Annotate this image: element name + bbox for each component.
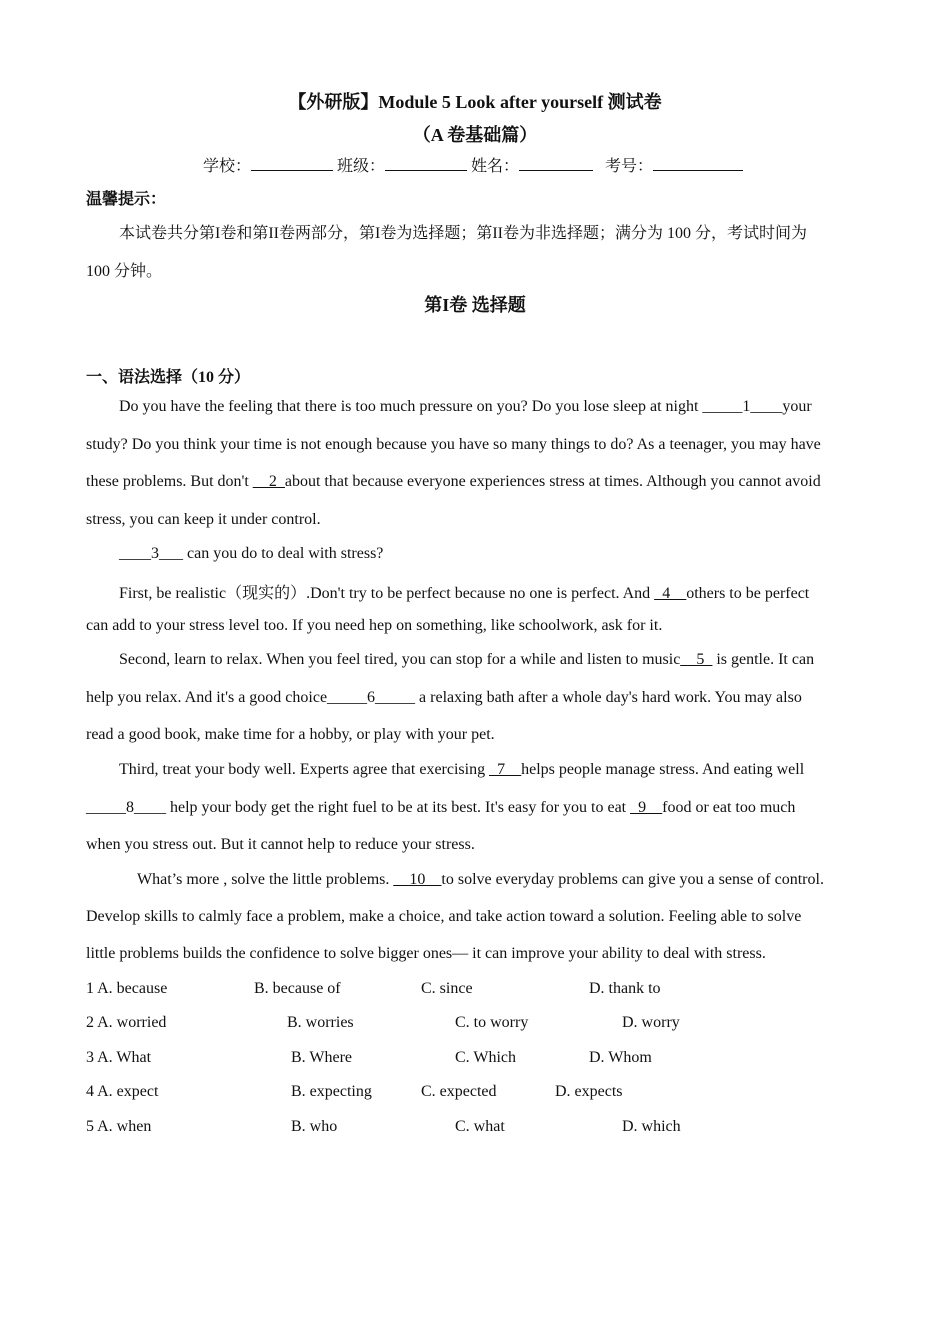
option-d[interactable]: D. thank to [589,980,661,997]
exam-no-blank[interactable] [653,156,743,171]
option-b[interactable]: B. worries [287,1014,354,1031]
option-a[interactable]: 3 A. What [86,1049,152,1066]
passage-line: Do you have the feeling that there is too much pressure on you? Do you lose sleep at night _____1____your [119,398,812,415]
exam-no-label: 考号： [605,158,654,175]
option-c[interactable]: C. expected [421,1083,497,1100]
notice-label: 温馨提示： [86,191,167,208]
section-heading: 第I卷 选择题 [424,295,526,315]
option-b[interactable]: B. Where [291,1049,353,1066]
option-a[interactable]: 5 A. when [86,1118,152,1135]
name-label: 姓名： [471,158,520,175]
blank-4: _4__ [654,585,687,602]
option-c[interactable]: C. what [455,1118,505,1135]
passage-line: _____8____ help your body get the right fuel to be at its best. It's easy for you to eat _9__food or eat too much [86,799,796,816]
passage-line: these problems. But don't __2_about that because everyone experiences stress at times. Although you cannot avoid [86,473,821,490]
option-c[interactable]: C. to worry [455,1014,529,1031]
class-blank[interactable] [385,156,467,171]
blank-5: __5_ [680,651,713,668]
passage-line: Develop skills to calmly face a problem, make a choice, and take action toward a solution. Feeling able to solve [86,908,802,925]
blank-7: _7__ [489,761,522,778]
exam-title: 【外研版】Module 5 Look after yourself 测试卷 [288,92,662,112]
passage-line: when you stress out. But it cannot help to reduce your stress. [86,836,475,853]
passage-line: ____3___ can you do to deal with stress? [119,545,384,562]
passage-line: stress, you can keep it under control. [86,511,321,528]
option-b[interactable]: B. expecting [291,1083,372,1100]
passage-line: help you relax. And it's a good choice_____6_____ a relaxing bath after a whole day's hard work. You may also [86,689,802,706]
part-heading: 一、语法选择（10 分） [86,369,251,386]
blank-2: __2_ [252,473,285,490]
blank-9: _9__ [630,799,663,816]
passage-line: read a good book, make time for a hobby, or play with your pet. [86,726,495,743]
option-d[interactable]: D. Whom [589,1049,652,1066]
notice-text-cont: 100 分钟。 [86,263,163,280]
option-d[interactable]: D. which [622,1118,681,1135]
passage-line: First, be realistic（现实的）.Don't try to be perfect because no one is perfect. And _4__others to be perfect [119,585,810,602]
exam-subtitle: （A 卷基础篇） [412,125,538,145]
option-a[interactable]: 4 A. expect [86,1083,159,1100]
option-c[interactable]: C. Which [455,1049,517,1066]
option-b[interactable]: B. who [291,1118,338,1135]
option-d[interactable]: D. worry [622,1014,680,1031]
passage-line: study? Do you think your time is not enough because you have so many things to do? As a teenager, you may have [86,436,821,453]
passage-line: can add to your stress level too. If you need hep on something, like schoolwork, ask for it. [86,617,663,634]
name-blank[interactable] [519,156,593,171]
school-blank[interactable] [251,156,333,171]
option-d[interactable]: D. expects [555,1083,623,1100]
class-label: 班级： [336,158,385,175]
passage-line: Third, treat your body well. Experts agree that exercising _7__helps people manage stress. And eating well [119,761,805,778]
option-a[interactable]: 2 A. worried [86,1014,167,1031]
option-a[interactable]: 1 A. because [86,980,168,997]
student-info-row [0,153,950,176]
passage-line: Second, learn to relax. When you feel tired, you can stop for a while and listen to music__5_ is gentle. It can [119,651,815,668]
school-label: 学校： [202,158,251,175]
notice-text: 本试卷共分第I卷和第II卷两部分，第I卷为选择题；第II卷为非选择题；满分为 100 分，考试时间为 [119,225,807,242]
passage-line: What’s more , solve the little problems. __10__to solve everyday problems can give you a sense of control. [137,871,824,888]
option-b[interactable]: B. because of [254,980,341,997]
passage-line: little problems builds the confidence to solve bigger ones— it can improve your ability to deal with stress. [86,945,766,962]
option-c[interactable]: C. since [421,980,473,997]
blank-10: __10__ [393,871,442,888]
